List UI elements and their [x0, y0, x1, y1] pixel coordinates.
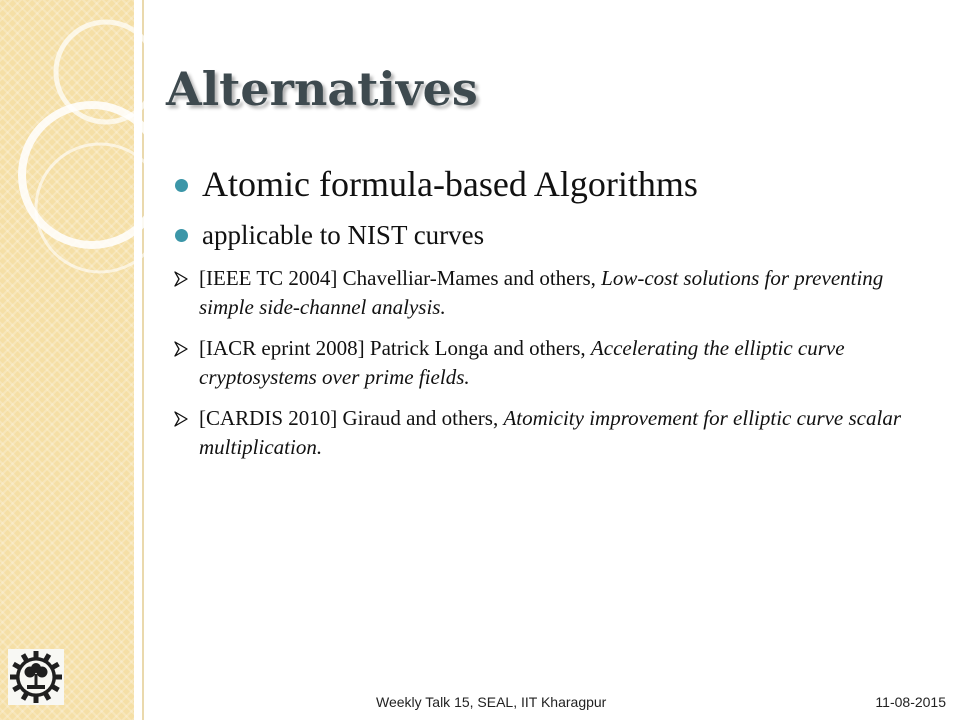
- reference-title: Low-cost solutions for preventing simple side-channel analysis.: [199, 266, 884, 319]
- reference-source: [IEEE TC 2004] Chavelliar-Mames and others,: [199, 266, 596, 290]
- decorative-swirl-icon: [0, 0, 180, 300]
- reference-item: [174, 264, 934, 322]
- arrowhead-icon: [174, 334, 188, 363]
- reference-item: [174, 334, 934, 392]
- reference-source: [CARDIS 2010] Giraud and others,: [199, 406, 499, 430]
- reference-title: Atomicity improvement for elliptic curve scalar multiplication.: [199, 406, 902, 459]
- footer-date: 11-08-2015: [875, 694, 946, 710]
- arrowhead-icon: [174, 264, 188, 293]
- footer-title: Weekly Talk 15, SEAL, IIT Kharagpur: [376, 694, 607, 710]
- iit-kharagpur-logo-icon: [8, 649, 64, 705]
- slide-title: Alternatives: [166, 62, 478, 116]
- reference-source: [IACR eprint 2008] Patrick Longa and others,: [199, 336, 586, 360]
- reference-title: Accelerating the elliptic curve cryptosystems over prime fields.: [199, 336, 845, 389]
- bullet-item: [174, 162, 934, 206]
- reference-item: [174, 404, 934, 462]
- bullet-text: Atomic formula-based Algorithms: [202, 164, 698, 204]
- bullet-item: [174, 218, 934, 252]
- slide-content: [174, 162, 934, 474]
- arrowhead-icon: [174, 404, 188, 433]
- bullet-text: applicable to NIST curves: [202, 220, 485, 250]
